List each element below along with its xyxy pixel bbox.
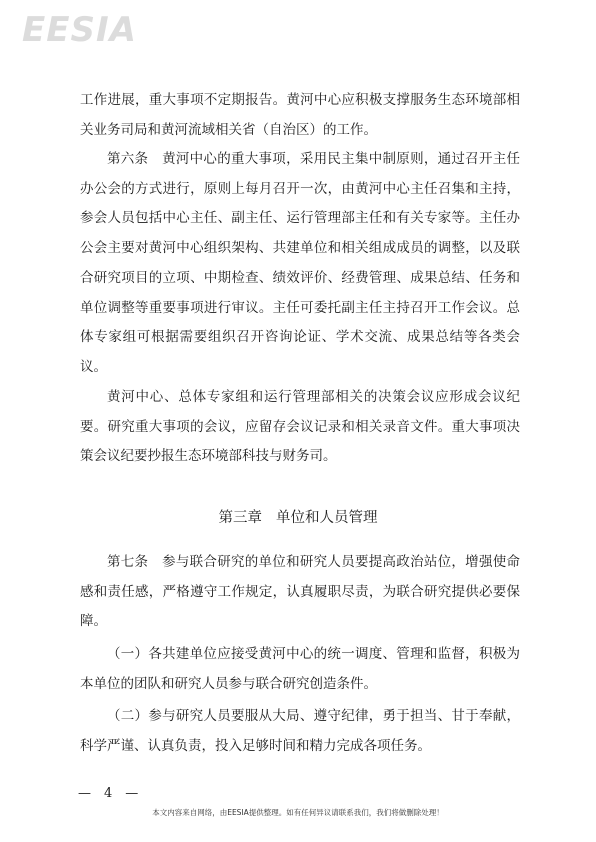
eesia-logo: EESIA [22, 10, 137, 50]
chapter-number: 第三章 [218, 510, 262, 526]
paragraph-article-7: 第七条 参与联合研究的单位和研究人员要提高政治站位，增强使命感和责任感，严格遵守工作规定，认真履职尽责，为联合研究提供必要保障。 [80, 554, 520, 630]
footer-disclaimer: 本文内容来自网络，由EESIA提供整理。如有任何异议请联系我们，我们将做删除处理！ [152, 808, 444, 817]
paragraph-item-1: （一）各共建单位应接受黄河中心的统一调度、管理和监督，积极为本单位的团队和研究人员参与联合研究创造条件。 [80, 646, 520, 692]
chapter-title: 单位和人员管理 [276, 510, 378, 526]
paragraph-item-2: （二）参与研究人员要服从大局、遵守纪律，勇于担当、甘于奉献，科学严谨、认真负责，投入足够时间和精力完成各项任务。 [80, 708, 520, 754]
paragraph-meeting-minutes: 黄河中心、总体专家组和运行管理部相关的决策会议应形成会议纪要。研究重大事项的会议，应留存会议记录和相关录音文件。重大事项决策会议纪要抄报生态环境部科技与财务司。 [80, 389, 520, 465]
chapter-heading [0, 506, 596, 527]
page-number: — 4 — [78, 786, 139, 801]
paragraph-article-6: 第六条 黄河中心的重大事项，采用民主集中制原则，通过召开主任办公会的方式进行，原则上每月召开一次，由黄河中心主任召集和主持，参会人员包括中心主任、副主任、运行管理部主任和有关专家等。主任办公会主要对黄河中心组织架构、共建单位和相关组成成员的调整，以及联合研究项目的立项、中期检查、绩效评价、经费管理、成果总结、任务和单位调整等重要事项进行审议。主任可委托副主任主持召开工作会议。总体专家组可根据需要组织召开咨询论证、学术交流、成果总结等各类会议。 [80, 151, 520, 375]
paragraph-continuation: 工作进展，重大事项不定期报告。黄河中心应积极支撑服务生态环境部相关业务司局和黄河流域相关省（自治区）的工作。 [80, 92, 520, 138]
